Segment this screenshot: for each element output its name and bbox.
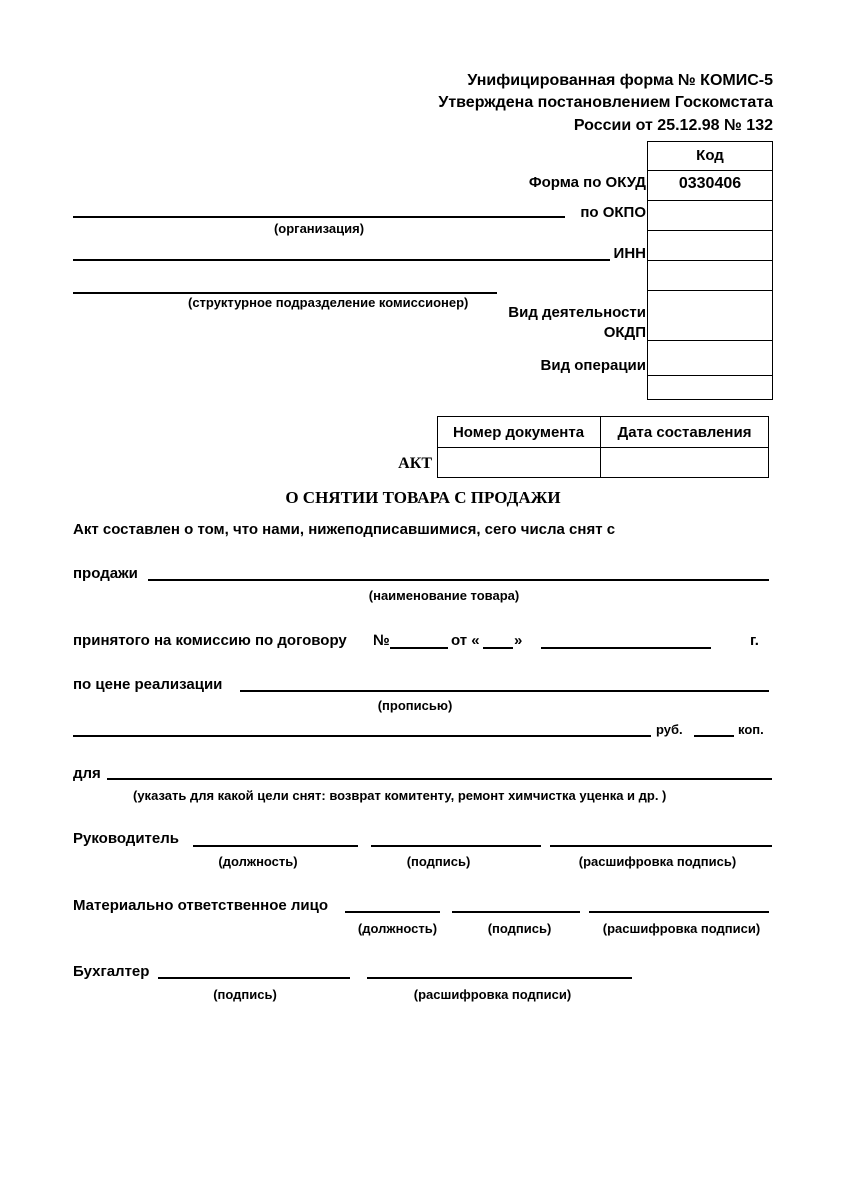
mol-decode-line[interactable] bbox=[589, 911, 769, 913]
head-position-line[interactable] bbox=[193, 845, 358, 847]
codes-row-divider bbox=[647, 375, 773, 376]
purpose-line[interactable] bbox=[107, 778, 772, 780]
doc-number-field[interactable] bbox=[438, 448, 599, 477]
organization-line[interactable] bbox=[73, 216, 565, 218]
contract-month-line[interactable] bbox=[541, 647, 711, 649]
accountant-decode-caption: (расшифровка подписи) bbox=[413, 987, 572, 1002]
doc-number-header: Номер документа bbox=[452, 424, 585, 441]
act-label: АКТ bbox=[398, 455, 432, 472]
contract-no-label: № bbox=[373, 632, 390, 649]
kop-line[interactable] bbox=[694, 735, 734, 737]
codes-header-cell bbox=[647, 141, 773, 171]
words-caption: (прописью) bbox=[377, 698, 453, 713]
head-position-caption: (должность) bbox=[218, 854, 298, 869]
mol-signature-line[interactable] bbox=[452, 911, 580, 913]
doc-date-field[interactable] bbox=[601, 448, 768, 477]
okpo-label: по ОКПО bbox=[580, 204, 646, 221]
inn-label: ИНН bbox=[613, 245, 646, 262]
operation-label: Вид операции bbox=[540, 357, 646, 374]
okud-value: 0330406 bbox=[678, 175, 742, 192]
codes-table bbox=[647, 170, 773, 400]
doc-date-header: Дата составления bbox=[617, 424, 752, 441]
mol-decode-caption: (расшифровка подписи) bbox=[602, 921, 761, 936]
codes-row-divider bbox=[647, 230, 773, 231]
price-line[interactable] bbox=[240, 690, 769, 692]
form-header-line2: Утверждена постановлением Госкомстата bbox=[438, 94, 773, 111]
okud-label: Форма по ОКУД bbox=[528, 174, 646, 191]
kop-label: коп. bbox=[738, 722, 764, 737]
sale-label: продажи bbox=[73, 565, 138, 582]
contract-day-line[interactable] bbox=[483, 647, 513, 649]
codes-row-divider bbox=[647, 260, 773, 261]
accountant-label: Бухгалтер bbox=[73, 963, 150, 980]
accountant-signature-caption: (подпись) bbox=[213, 987, 277, 1002]
contract-number-line[interactable] bbox=[390, 647, 448, 649]
goods-caption: (наименование товара) bbox=[368, 588, 520, 603]
subdivision-caption: (структурное подразделение комиссионер) bbox=[188, 295, 469, 310]
head-decode-caption: (расшифровка подпись) bbox=[578, 854, 737, 869]
mol-label: Материально ответственное лицо bbox=[73, 897, 329, 914]
contract-quote-close: » bbox=[514, 632, 523, 649]
mol-position-caption: (должность) bbox=[357, 921, 438, 936]
codes-row-divider bbox=[647, 290, 773, 291]
form-header-line1: Унифицированная форма № КОМИС-5 bbox=[467, 72, 773, 89]
head-signature-line[interactable] bbox=[371, 845, 541, 847]
codes-col-header: Код bbox=[696, 147, 724, 164]
document-title: О СНЯТИИ ТОВАРА С ПРОДАЖИ bbox=[285, 488, 561, 507]
accountant-signature-line[interactable] bbox=[158, 977, 350, 979]
form-header-line3: России от 25.12.98 № 132 bbox=[573, 117, 773, 134]
mol-signature-caption: (подпись) bbox=[487, 921, 552, 936]
contract-from-label: от « bbox=[451, 632, 480, 649]
accountant-decode-line[interactable] bbox=[367, 977, 632, 979]
activity-label: Вид деятельности bbox=[508, 304, 646, 321]
for-label: для bbox=[73, 765, 101, 782]
inn-org-line[interactable] bbox=[73, 259, 610, 261]
goods-name-line[interactable] bbox=[148, 579, 769, 581]
rub-label: руб. bbox=[656, 722, 683, 737]
mol-position-line[interactable] bbox=[345, 911, 440, 913]
okdp-label: ОКДП bbox=[603, 324, 646, 341]
head-signature-caption: (подпись) bbox=[406, 854, 471, 869]
codes-row-divider bbox=[647, 200, 773, 201]
contract-label: принятого на комиссию по договору bbox=[73, 632, 347, 649]
codes-row-divider bbox=[647, 340, 773, 341]
head-decode-line[interactable] bbox=[550, 845, 772, 847]
price-words-line[interactable] bbox=[73, 735, 651, 737]
purpose-caption: (указать для какой цели снят: возврат комитенту, ремонт химчистка уценка и др. ) bbox=[133, 788, 667, 803]
organization-caption: (организация) bbox=[273, 221, 365, 236]
price-label: по цене реализации bbox=[73, 676, 223, 693]
head-label: Руководитель bbox=[73, 830, 179, 847]
intro-text: Акт составлен о том, что нами, нижеподписавшимися, сего числа снят с bbox=[73, 521, 616, 538]
year-label: г. bbox=[750, 632, 759, 649]
subdivision-line[interactable] bbox=[73, 292, 497, 294]
